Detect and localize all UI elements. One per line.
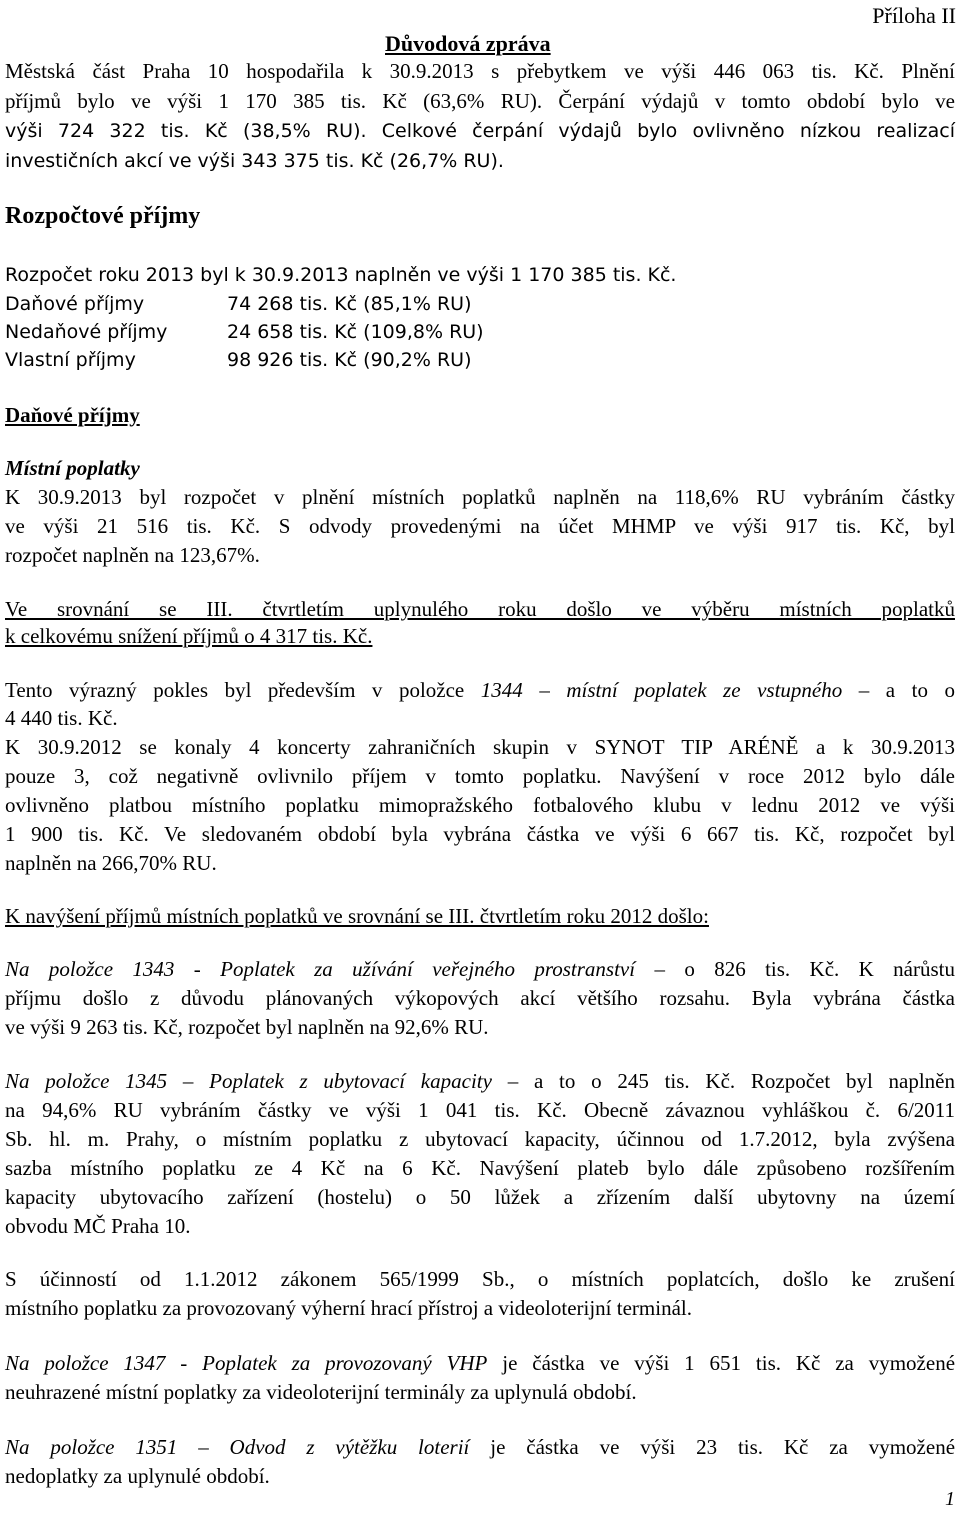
item-1351-line-1 [5, 1434, 955, 1461]
item-1343-line-3: ve výši 9 263 tis. Kč, rozpočet byl naplněn na 92,6% RU. [5, 1015, 489, 1039]
item-1345-line-2: na 94,6% RU vybráním částky ve výši 1 041 tis. Kč. Obecně závaznou vyhláškou č. 6/2011 [5, 1098, 955, 1122]
decline-p-line-5: ovlivněno platbou místního poplatku mimopražského fotbalového klubu v lednu 2012 ve výši [5, 793, 955, 817]
item-1351-amount: je částka ve výši 23 tis. Kč za vymožené [490, 1435, 956, 1459]
item-1345-line-5: kapacity ubytovacího zařízení (hostelu) o 50 lůžek a zřízením další ubytovny na území [5, 1185, 955, 1209]
intro-line-4: investičních akcí ve výši 343 375 tis. Kč (26,7% RU). [5, 150, 504, 172]
item-1347-label: Na položce 1347 - Poplatek za provozovaný VHP [5, 1351, 488, 1375]
decline-amount-prefix: – a to o [858, 678, 956, 702]
income-row-label: Vlastní příjmy [5, 349, 136, 371]
item-1345-amount: – a to o 245 tis. Kč. Rozpočet byl naplněn [507, 1069, 956, 1093]
budget-income-summary: Rozpočet roku 2013 byl k 30.9.2013 naplněn ve výši 1 170 385 tis. Kč. [5, 264, 677, 286]
item-1345-line-3: Sb. hl. m. Prahy, o místním poplatku z ubytovací kapacity, účinnou od 1.7.2012, byla zvýšena [5, 1127, 955, 1151]
item-1347-amount: je částka ve výši 1 651 tis. Kč za vymožené [502, 1351, 956, 1375]
decline-p-line-1 [5, 677, 955, 704]
income-row-value: 98 926 tis. Kč (90,2% RU) [227, 349, 472, 371]
document-title: Důvodová zpráva [385, 31, 551, 56]
intro-line-2: příjmů bylo ve výši 1 170 385 tis. Kč (63,6% RU). Čerpání výdajů v tomto období bylo ve [5, 89, 955, 113]
income-row-value: 24 658 tis. Kč (109,8% RU) [227, 321, 484, 343]
local-fees-p1-line-3: rozpočet naplněn na 123,67%. [5, 543, 260, 567]
item-1351-label: Na položce 1351 – Odvod z výtěžku loterií [5, 1435, 470, 1459]
local-fees-subheading: Místní poplatky [5, 456, 140, 480]
item-1347-line-1 [5, 1350, 955, 1377]
decline-p-line-6: 1 900 tis. Kč. Ve sledovaném období byla vybrána částka ve výši 6 667 tis. Kč, rozpočet byl [5, 822, 955, 846]
item-1351-line-2: nedoplatky za uplynulé období. [5, 1464, 270, 1488]
item-1345-line-1 [5, 1068, 955, 1095]
item-1343-line-1 [5, 956, 955, 983]
item-1347-line-2: neuhrazené místní poplatky za videoloterijní terminály za uplynulá období. [5, 1380, 637, 1404]
item-1344-label: 1344 – místní poplatek ze vstupného [480, 678, 843, 702]
item-1345-line-4: sazba místního poplatku ze 4 Kč na 6 Kč. Navýšení plateb bylo dále způsobeno rozšířením [5, 1156, 955, 1180]
decline-p-line-2: 4 440 tis. Kč. [5, 706, 118, 730]
income-row-label: Nedaňové příjmy [5, 321, 168, 343]
income-row-label: Daňové příjmy [5, 293, 145, 315]
item-1343-line-2: příjmu došlo z důvodu plánovaných výkopových akcí většího rozsahu. Byla vybrána částka [5, 986, 955, 1010]
comparison-line-1: Ve srovnání se III. čtvrtletím uplynulého roku došlo ve výběru místních poplatků [5, 597, 955, 621]
decline-p-line-7: naplněn na 266,70% RU. [5, 851, 217, 875]
increase-intro: K navýšení příjmů místních poplatků ve srovnání se III. čtvrtletím roku 2012 došlo: [5, 904, 709, 928]
abolition-line-2: místního poplatku za provozovaný výherní hrací přístroj a videoloterijní terminál. [5, 1296, 692, 1320]
local-fees-p1-line-2: ve výši 21 516 tis. Kč. S odvody provedenými na účet MHMP ve výši 917 tis. Kč, byl [5, 514, 955, 538]
item-1343-amount: – o 826 tis. Kč. K nárůstu [654, 957, 955, 981]
local-fees-p1-line-1: K 30.9.2013 byl rozpočet v plnění místních poplatků naplněn na 118,6% RU vybráním částky [5, 485, 955, 509]
item-1345-label: Na položce 1345 – Poplatek z ubytovací kapacity [5, 1069, 492, 1093]
decline-p-line-3: K 30.9.2012 se konaly 4 koncerty zahraničních skupin v SYNOT TIP ARÉNĚ a k 30.9.2013 [5, 735, 955, 759]
page-number: 1 [945, 1488, 955, 1510]
decline-text: Tento výrazný pokles byl především v položce [5, 678, 465, 702]
intro-line-3: výši 724 322 tis. Kč (38,5% RU). Celkové čerpání výdajů bylo ovlivněno nízkou realizací [5, 120, 955, 142]
decline-p-line-4: pouze 3, což negativně ovlivnilo příjem v tomto poplatku. Navýšení v roce 2012 bylo dále [5, 764, 955, 788]
abolition-line-1: S účinností od 1.1.2012 zákonem 565/1999 Sb., o místních poplatcích, došlo ke zrušení [5, 1267, 955, 1291]
attachment-label: Příloha II [872, 3, 956, 28]
intro-line-1: Městská část Praha 10 hospodařila k 30.9.2013 s přebytkem ve výši 446 063 tis. Kč. Plnění [5, 59, 955, 83]
income-row-value: 74 268 tis. Kč (85,1% RU) [227, 293, 472, 315]
tax-income-heading: Daňové příjmy [5, 403, 140, 427]
budget-income-heading: Rozpočtové příjmy [5, 203, 201, 229]
comparison-line-2: k celkovému snížení příjmů o 4 317 tis. Kč. [5, 624, 373, 648]
item-1345-line-6: obvodu MČ Praha 10. [5, 1214, 191, 1238]
item-1343-label: Na položce 1343 - Poplatek za užívání veřejného prostranství [5, 957, 636, 981]
